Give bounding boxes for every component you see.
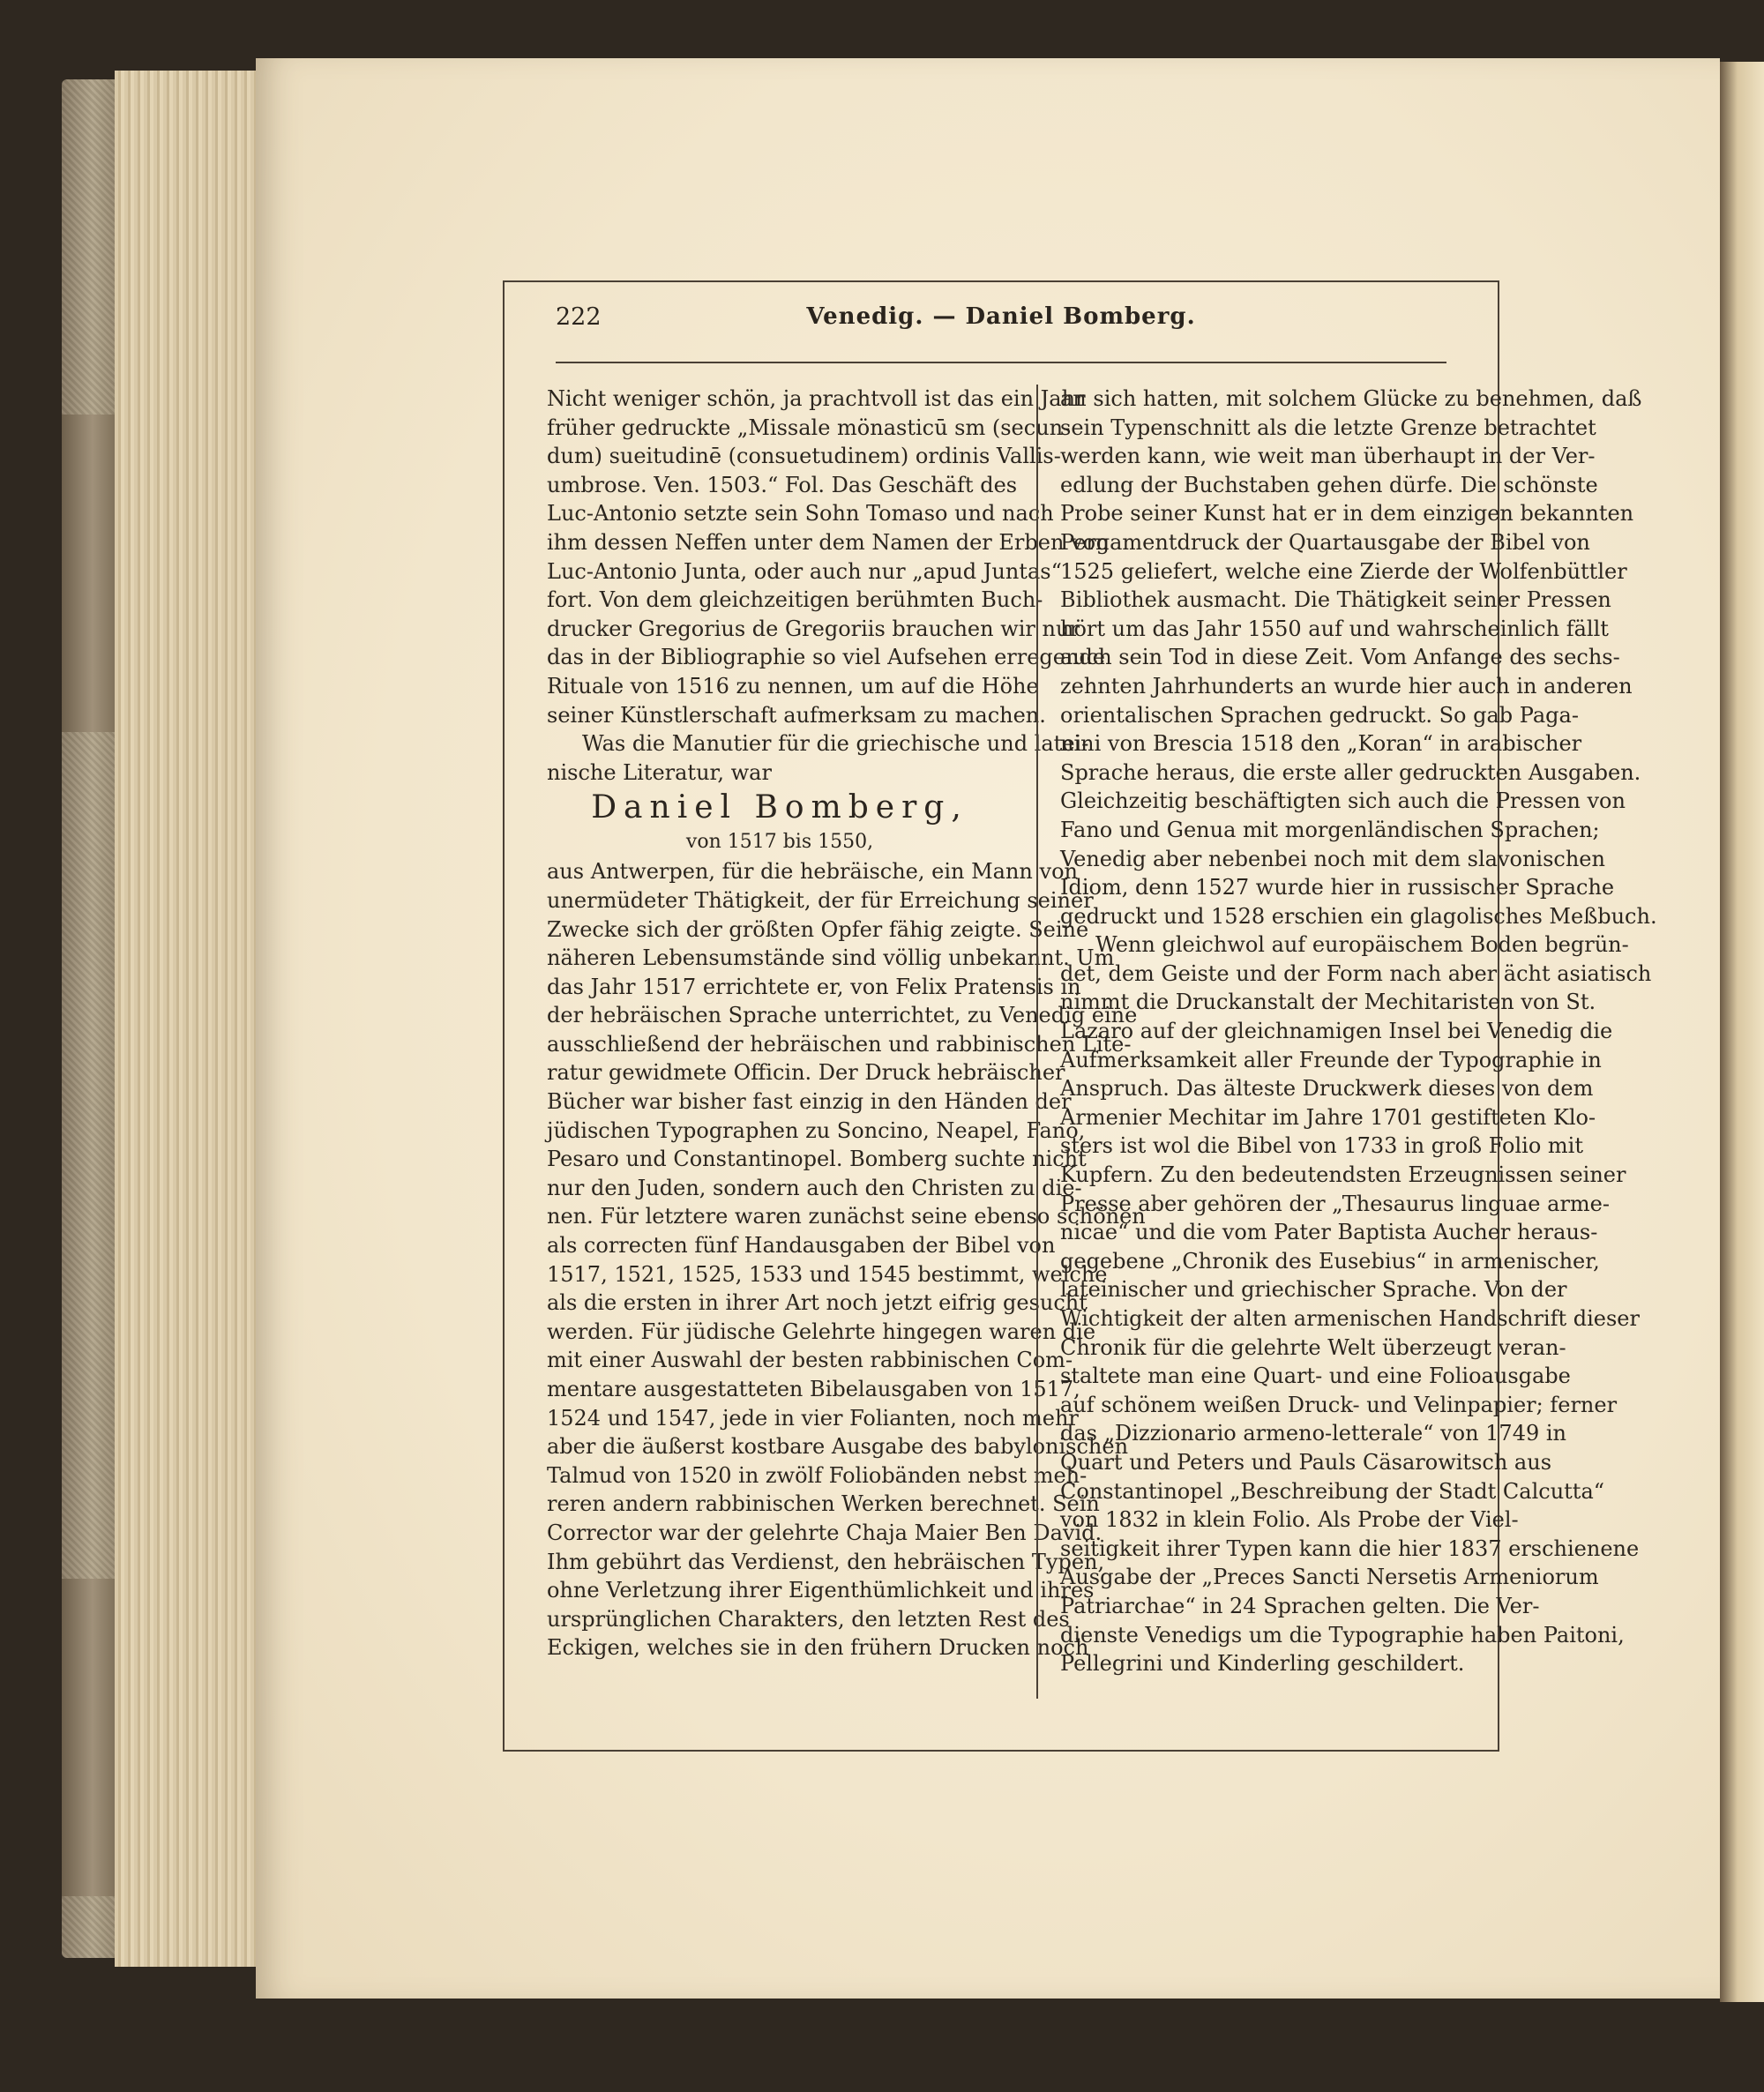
text-line: 1524 und 1547, jede in vier Folianten, noch mehr [547, 1405, 1079, 1431]
text-line: Patriarchae“ in 24 Sprachen gelten. Die Ver- [1060, 1593, 1540, 1618]
text-line: Was die Manutier für die griechische und latei- [582, 731, 1089, 757]
text-line: Aufmerksamkeit aller Freunde der Typographie in [1060, 1047, 1602, 1072]
page-number: 222 [556, 303, 602, 331]
text-line: ausschließend der hebräischen und rabbinischen Lite- [547, 1031, 1132, 1057]
right-column [1060, 385, 1657, 1678]
text-line: staltete man eine Quart- und eine Folioausgabe [1060, 1364, 1571, 1389]
text-line: auf schönem weißen Druck- und Velinpapier; ferner [1060, 1392, 1618, 1417]
text-line: Eckigen, welches sie in den frühern Drucken noch [547, 1635, 1089, 1661]
text-line: seiner Künstlerschaft aufmerksam zu machen. [547, 702, 1046, 728]
text-line: orientalischen Sprachen gedruckt. So gab Paga- [1060, 702, 1579, 728]
text-line: das „Dizzionario armeno-letterale“ von 1749 in [1060, 1421, 1566, 1446]
text-line: Talmud von 1520 in zwölf Foliobänden nebst meh- [547, 1462, 1088, 1488]
text-line: 1517, 1521, 1525, 1533 und 1545 bestimmt, welche [547, 1261, 1108, 1287]
text-line: Kupfern. Zu den bedeutendsten Erzeugnissen seiner [1060, 1162, 1626, 1188]
text-line: unermüdeter Thätigkeit, der für Erreichung seiner [547, 887, 1094, 913]
section-subheading: von 1517 bis 1550, [685, 831, 874, 854]
text-line: reren andern rabbinischen Werken berechnet. Sein [547, 1491, 1100, 1517]
text-line: Corrector war der gelehrte Chaja Maier Ben David. [547, 1520, 1102, 1545]
text-line: ursprünglichen Charakters, den letzten Rest des [547, 1606, 1070, 1632]
text-line: von 1832 in klein Folio. Als Probe der Viel- [1060, 1507, 1519, 1533]
text-line: drucker Gregorius de Gregoriis brauchen wir nur [547, 616, 1080, 641]
facing-page-edge [1720, 62, 1764, 2002]
head-rule [556, 362, 1446, 363]
text-line: umbrose. Ven. 1503.“ Fol. Das Geschäft des [547, 472, 1018, 497]
text-line: werden kann, wie weit man überhaupt in der Ver- [1060, 444, 1596, 469]
text-line: zehnten Jahrhunderts an wurde hier auch in anderen [1060, 673, 1633, 699]
text-line: mentare ausgestatteten Bibelausgaben von 1517, [547, 1377, 1080, 1401]
text-line: Gleichzeitig beschäftigten sich auch die Pressen von [1060, 788, 1626, 814]
text-line: sters ist wol die Bibel von 1733 in groß Folio mit [1060, 1133, 1584, 1159]
text-line: jüdischen Typographen zu Soncino, Neapel, Fano, [547, 1117, 1086, 1143]
text-line: det, dem Geiste und der Form nach aber ächt asiatisch [1060, 960, 1652, 986]
text-line: als die ersten in ihrer Art noch jetzt eifrig gesucht [547, 1290, 1088, 1316]
text-line: Wenn gleichwol auf europäischem Boden begrün- [1095, 932, 1629, 958]
text-line: gedruckt und 1528 erschien ein glagolisches Meßbuch. [1060, 903, 1657, 929]
text-line: Nicht weniger schön, ja prachtvoll ist das ein Jahr [547, 386, 1086, 411]
text-line: Quart und Peters und Pauls Cäsarowitsch aus [1060, 1449, 1552, 1475]
text-line: nur den Juden, sondern auch den Christen zu die- [547, 1175, 1082, 1200]
text-line: ratur gewidmete Officin. Der Druck hebräischer [547, 1060, 1065, 1086]
text-line: nische Literatur, war [547, 759, 772, 785]
text-line: das in der Bibliographie so viel Aufsehen erregende [547, 645, 1106, 670]
text-line: näheren Lebensumstände sind völlig unbekannt. Um [547, 945, 1115, 971]
text-line: Idiom, denn 1527 wurde hier in russischer Sprache [1060, 875, 1615, 900]
text-line: Ausgabe der „Preces Sancti Nersetis Armeniorum [1060, 1565, 1599, 1590]
text-line: 1525 geliefert, welche eine Zierde der Wolfenbüttler [1060, 558, 1627, 584]
text-line: auch sein Tod in diese Zeit. Vom Anfange des sechs- [1060, 645, 1620, 670]
text-line: aus Antwerpen, für die hebräische, ein Mann von [547, 859, 1078, 885]
text-line: nimmt die Druckanstalt der Mechitaristen von St. [1060, 990, 1596, 1015]
text-line: Bibliothek ausmacht. Die Thätigkeit seiner Pressen [1060, 587, 1611, 613]
text-line: Pellegrini und Kinderling geschildert. [1060, 1651, 1465, 1677]
text-line: Pesaro und Constantinopel. Bomberg suchte nicht [547, 1147, 1087, 1172]
text-line: nicae“ und die vom Pater Baptista Aucher heraus- [1060, 1220, 1598, 1245]
text-line: nen. Für letztere waren zunächst seine ebenso schönen [547, 1204, 1146, 1229]
text-line: werden. Für jüdische Gelehrte hingegen waren die [547, 1319, 1096, 1344]
text-line: mit einer Auswahl der besten rabbinischen Com- [547, 1348, 1073, 1373]
text-line: Ihm gebührt das Verdienst, den hebräischen Typen, [547, 1549, 1105, 1574]
text-line: sein Typenschnitt als die letzte Grenze betrachtet [1060, 415, 1596, 440]
text-line: Probe seiner Kunst hat er in dem einzigen bekannten [1060, 501, 1634, 527]
text-line: Wichtigkeit der alten armenischen Handschrift dieser [1060, 1306, 1640, 1331]
left-column [547, 385, 1146, 1662]
text-line: Luc-Antonio setzte sein Sohn Tomaso und nach [547, 501, 1054, 527]
column-divider [1036, 385, 1038, 1699]
section-heading: Daniel Bomberg, [591, 789, 968, 826]
text-line: dum) sueitudinē (consuetudinem) ordinis Vallis- [547, 444, 1061, 469]
text-line: das Jahr 1517 errichtete er, von Felix Pratensis in [547, 974, 1081, 999]
text-line: Rituale von 1516 zu nennen, um auf die Höhe [547, 673, 1039, 699]
text-line: Armenier Mechitar im Jahre 1701 gestifteten Klo- [1060, 1104, 1596, 1130]
text-line: Chronik für die gelehrte Welt überzeugt veran- [1060, 1334, 1566, 1360]
text-line: Bücher war bisher fast einzig in den Händen der [547, 1089, 1072, 1115]
text-line: Pergamentdruck der Quartausgabe der Bibel von [1060, 529, 1590, 555]
text-line: aber die äußerst kostbare Ausgabe des babylonischen [547, 1434, 1129, 1460]
running-head-title: Venedig. — Daniel Bomberg. [806, 303, 1196, 330]
text-line: Presse aber gehören der „Thesaurus linguae arme- [1060, 1191, 1610, 1216]
text-line: seitigkeit ihrer Typen kann die hier 1837 erschienene [1060, 1535, 1640, 1561]
running-head [556, 300, 1446, 344]
text-line: als correcten fünf Handausgaben der Bibel von [547, 1233, 1056, 1259]
text-line: Sprache heraus, die erste aller gedruckten Ausgaben. [1060, 759, 1641, 785]
text-line: Luc-Antonio Junta, oder auch nur „apud Juntas“ [547, 558, 1062, 584]
text-line: Lazaro auf der gleichnamigen Insel bei Venedig die [1060, 1019, 1613, 1044]
text-line: hört um das Jahr 1550 auf und wahrscheinlich fällt [1060, 616, 1609, 641]
text-line: ihm dessen Neffen unter dem Namen der Erben von [547, 529, 1110, 555]
text-line: dienste Venedigs um die Typographie haben Paitoni, [1060, 1622, 1625, 1647]
text-line: der hebräischen Sprache unterrichtet, zu Venedig eine [547, 1003, 1138, 1028]
text-line: früher gedruckte „Missale mönasticū sm (secun- [547, 415, 1071, 440]
text-line: fort. Von dem gleichzeitigen berühmten Buch- [547, 587, 1043, 613]
text-line: Constantinopel „Beschreibung der Stadt Calcutta“ [1060, 1478, 1605, 1504]
text-line: Fano und Genua mit morgenländischen Sprachen; [1060, 817, 1600, 842]
text-line: gegebene „Chronik des Eusebius“ in armenischer, [1060, 1248, 1600, 1274]
text-line: ohne Verletzung ihrer Eigenthümlichkeit und ihres [547, 1578, 1095, 1603]
text-line: edlung der Buchstaben gehen dürfe. Die schönste [1060, 472, 1598, 497]
text-line: lateinischer und griechischer Sprache. Von der [1060, 1277, 1567, 1303]
text-line: an sich hatten, mit solchem Glücke zu benehmen, daß [1060, 386, 1642, 411]
text-line: Anspruch. Das älteste Druckwerk dieses von dem [1060, 1076, 1594, 1102]
text-line: nini von Brescia 1518 den „Koran“ in arabischer [1060, 731, 1582, 757]
text-line: Zwecke sich der größten Opfer fähig zeigte. Seine [547, 916, 1089, 942]
text-line: Venedig aber nebenbei noch mit dem slavonischen [1060, 846, 1605, 871]
